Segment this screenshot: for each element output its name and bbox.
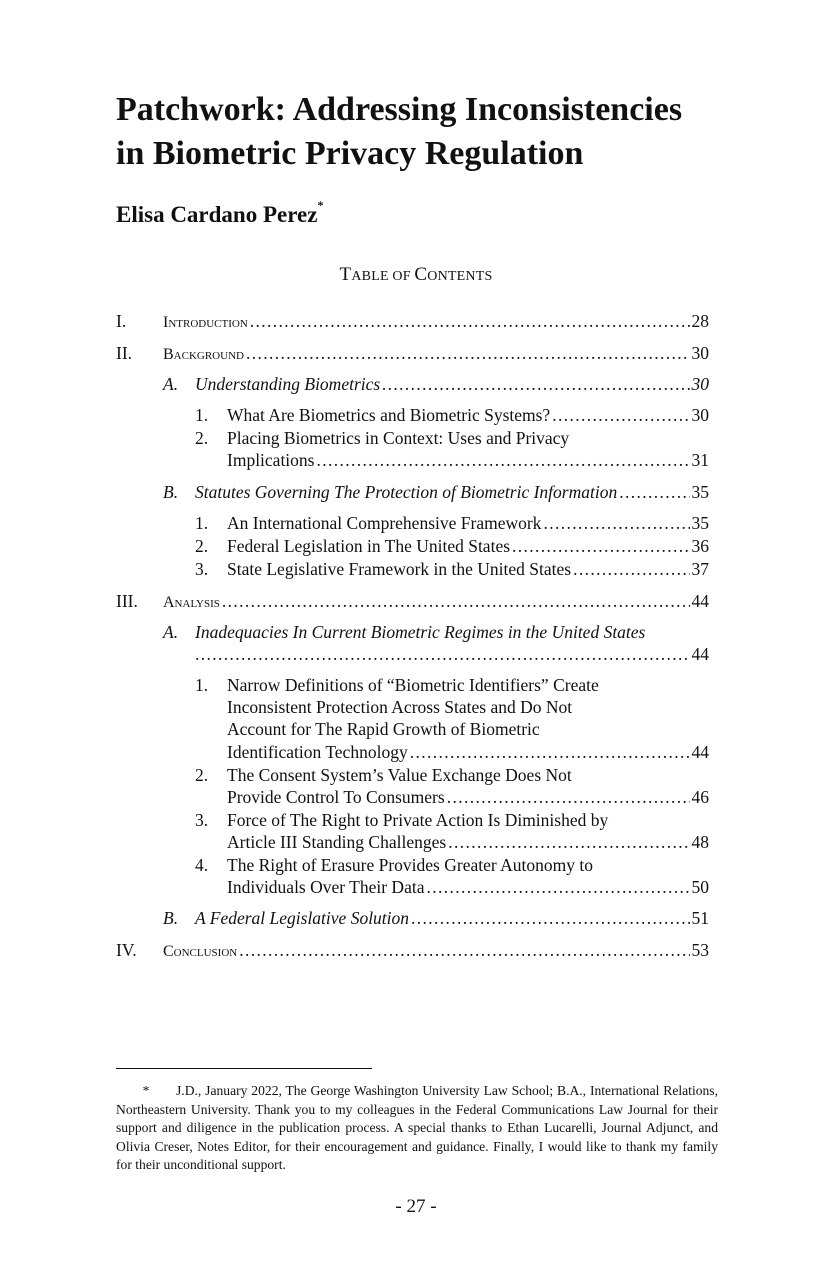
toc-item-number: 3. <box>195 559 209 579</box>
toc-leader <box>239 939 689 961</box>
toc-section-number: III. <box>116 591 138 611</box>
toc-entry-title: Identification Technology <box>227 742 408 762</box>
toc-heading-part: ABLE OF <box>351 269 415 284</box>
toc-entry-consent-system[interactable] <box>227 786 709 808</box>
toc-subsection-letter: B. <box>163 482 179 502</box>
toc-entry-title-line[interactable]: Narrow Definitions of “Biometric Identifiers” Create <box>227 675 599 695</box>
toc-leader <box>316 449 689 471</box>
toc-entry-title-line[interactable]: The Consent System’s Value Exchange Does Not <box>227 765 572 785</box>
toc-entry-title: Background <box>163 346 244 363</box>
title-line-2: in Biometric Privacy Regulation <box>116 135 584 172</box>
toc-page-number: 35 <box>691 513 709 533</box>
toc-entry-conclusion[interactable] <box>163 939 709 963</box>
article-title <box>116 88 756 176</box>
page-number: - 27 - <box>395 1196 437 1217</box>
toc-heading-part: ONTENTS <box>427 269 493 284</box>
toc-leader <box>222 590 690 612</box>
toc-item-number: 2. <box>195 765 209 785</box>
toc-entry-state-framework[interactable] <box>227 558 709 580</box>
toc-item-number: 1. <box>195 675 209 695</box>
toc-item-number: 2. <box>195 428 209 448</box>
toc-entry-title-line[interactable]: Inconsistent Protection Across States and Do Not <box>227 697 573 717</box>
toc-item-number: 2. <box>195 536 209 556</box>
toc-leader <box>543 512 689 534</box>
toc-entry-title-line[interactable]: The Right of Erasure Provides Greater Autonomy to <box>227 855 593 875</box>
toc-section-number: II. <box>116 343 133 363</box>
toc-entry-federal-legislation[interactable] <box>227 535 709 557</box>
toc-entry-title: Provide Control To Consumers <box>227 787 445 807</box>
toc-entry-title-line[interactable]: Placing Biometrics in Context: Uses and Privacy <box>227 428 570 448</box>
footnote <box>116 1082 718 1175</box>
toc-subsection-letter: A. <box>163 374 179 394</box>
toc-entry-inadequacies-title[interactable]: Inadequacies In Current Biometric Regimes in the United States <box>195 622 646 642</box>
toc-entry-analysis[interactable] <box>163 590 709 614</box>
toc-page-number: 31 <box>691 450 709 470</box>
toc-subsection-letter: B. <box>163 908 179 928</box>
author-footnote-mark[interactable]: * <box>317 198 324 213</box>
toc-entry-title-line[interactable]: Account for The Rapid Growth of Biometric <box>227 719 540 739</box>
toc-entry-introduction[interactable] <box>163 310 709 334</box>
toc-entry-international-framework[interactable] <box>227 512 709 534</box>
toc-subsection-letter: A. <box>163 622 179 642</box>
toc-entry-inadequacies[interactable] <box>195 643 709 665</box>
toc-item-number: 4. <box>195 855 209 875</box>
toc-leader <box>410 741 690 763</box>
toc-leader <box>447 786 690 808</box>
toc-entry-title: Analysis <box>163 594 220 611</box>
toc-entry-understanding-biometrics[interactable] <box>195 373 709 395</box>
toc-page-number: 44 <box>691 644 709 664</box>
toc-leader <box>411 907 689 929</box>
toc-heading-part: C <box>414 264 428 285</box>
toc-page-number: 53 <box>691 940 709 960</box>
toc-page-number: 37 <box>691 559 709 579</box>
toc-page-number: 30 <box>691 405 709 425</box>
toc-page-number: 36 <box>691 536 709 556</box>
toc-page-number: 50 <box>691 877 709 897</box>
toc-entry-title: Federal Legislation in The United States <box>227 536 511 556</box>
toc-item-number: 1. <box>195 405 209 425</box>
toc-leader <box>382 373 689 395</box>
toc-leader <box>426 876 689 898</box>
toc-leader <box>250 310 690 332</box>
toc-item-number: 1. <box>195 513 209 533</box>
toc-entry-federal-solution[interactable] <box>195 907 709 929</box>
toc-page-number: 35 <box>691 482 709 502</box>
toc-page-number: 30 <box>691 343 709 363</box>
toc-entry-background[interactable] <box>163 342 709 366</box>
toc-entry-narrow-definitions[interactable] <box>227 741 709 763</box>
author-name-text: Elisa Cardano Perez <box>116 202 318 227</box>
toc-entry-what-are-biometrics[interactable] <box>227 404 709 426</box>
toc-entry-title: Introduction <box>163 314 248 331</box>
toc-page-number: 44 <box>691 591 709 611</box>
toc-heading <box>0 264 832 286</box>
toc-entry-title: Article III Standing Challenges <box>227 832 447 852</box>
toc-section-number: I. <box>116 311 127 331</box>
toc-section-number: IV. <box>116 940 137 960</box>
toc-entry-right-of-erasure[interactable] <box>227 876 709 898</box>
toc-page-number: 48 <box>691 832 709 852</box>
toc-entry-title: Implications <box>227 450 315 470</box>
toc-entry-placing-biometrics[interactable] <box>227 449 709 471</box>
toc-entry-title: An International Comprehensive Framework <box>227 513 542 533</box>
toc-entry-title: Understanding Biometrics <box>195 374 381 394</box>
toc-heading-part: T <box>339 264 352 285</box>
toc-entry-title: Conclusion <box>163 943 238 960</box>
toc-page-number: 51 <box>691 908 709 928</box>
footnote-divider <box>116 1068 372 1069</box>
toc-leader <box>195 643 690 665</box>
toc-leader <box>619 481 689 503</box>
toc-entry-title: A Federal Legislative Solution <box>195 908 410 928</box>
toc-leader <box>512 535 689 557</box>
title-line-1: Patchwork: Addressing Inconsistencies <box>116 91 683 128</box>
toc-page-number: 28 <box>691 311 709 331</box>
toc-entry-private-action[interactable] <box>227 831 709 853</box>
toc-leader <box>552 404 689 426</box>
toc-page-number: 30 <box>691 374 709 394</box>
toc-entry-title: Statutes Governing The Protection of Biometric Information <box>195 482 618 502</box>
footnote-text: J.D., January 2022, The George Washington University Law School; B.A., International Relations, Northeastern University. Thank you to my colleagues in the Federal Communications Law Journal for their support and diligence in the publication process. A special thanks to Ethan Lucarelli, Journal Adjunct, and Olivia Creser, Notes Editor, for their encouragement and guidance. Finally, I would like to thank my family for their unconditional support. <box>116 1083 718 1172</box>
toc-entry-title: What Are Biometrics and Biometric Systems? <box>227 405 551 425</box>
toc-entry-title-line[interactable]: Force of The Right to Private Action Is Diminished by <box>227 810 609 830</box>
toc-item-number: 3. <box>195 810 209 830</box>
toc-page-number: 44 <box>691 742 709 762</box>
toc-leader <box>573 558 689 580</box>
toc-leader <box>246 342 690 364</box>
toc-entry-title: State Legislative Framework in the United States <box>227 559 572 579</box>
toc-leader <box>448 831 689 853</box>
footnote-mark: * <box>142 1083 150 1098</box>
toc-entry-title: Individuals Over Their Data <box>227 877 425 897</box>
toc-page-number: 46 <box>691 787 709 807</box>
author-name <box>116 198 324 228</box>
toc-entry-statutes[interactable] <box>195 481 709 503</box>
